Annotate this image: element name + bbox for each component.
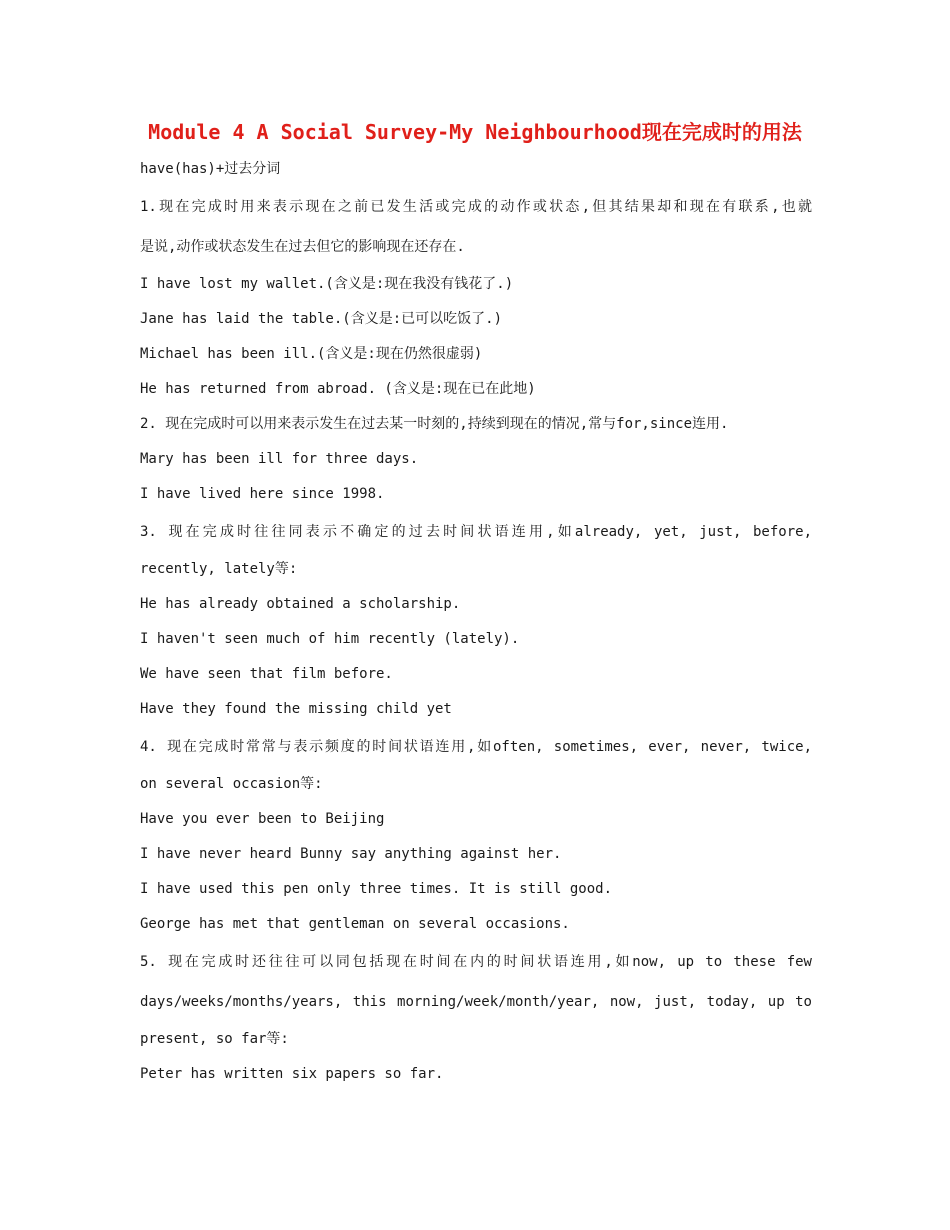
rule-heading-continued: present, so far等: — [140, 1031, 289, 1047]
paragraph-line: 1.现在完成时用来表示现在之前已发生活或完成的动作或状态,但其结果却和现在有联系,也就 — [140, 199, 812, 215]
example-sentence: He has returned from abroad. (含义是:现在已在此地) — [140, 381, 536, 397]
paragraph-line: 是说,动作或状态发生在过去但它的影响现在还存在. — [140, 239, 465, 255]
rule-heading: 2. 现在完成时可以用来表示发生在过去某一时刻的,持续到现在的情况,常与for,since连用. — [140, 416, 729, 432]
rule-heading-continued: on several occasion等: — [140, 776, 323, 792]
example-sentence: I have lived here since 1998. — [140, 486, 385, 502]
example-sentence: Have you ever been to Beijing — [140, 811, 385, 827]
example-sentence: Jane has laid the table.(含义是:已可以吃饭了.) — [140, 311, 503, 327]
example-sentence: Have they found the missing child yet — [140, 701, 452, 717]
example-sentence: He has already obtained a scholarship. — [140, 596, 461, 612]
rule-heading-continued: days/weeks/months/years, this morning/week/month/year, now, just, today, up to — [140, 994, 812, 1010]
rule-heading-continued: recently, lately等: — [140, 561, 298, 577]
example-sentence: I have never heard Bunny say anything against her. — [140, 846, 562, 862]
example-sentence: I have used this pen only three times. It is still good. — [140, 881, 613, 897]
example-sentence: George has met that gentleman on several occasions. — [140, 916, 570, 932]
example-sentence: Mary has been ill for three days. — [140, 451, 419, 467]
document-body — [140, 152, 812, 1092]
example-sentence: I haven't seen much of him recently (lately). — [140, 631, 520, 647]
example-sentence: We have seen that film before. — [140, 666, 393, 682]
example-sentence: Peter has written six papers so far. — [140, 1066, 444, 1082]
document-title: Module 4 A Social Survey-My Neighbourhood现在完成时的用法 — [148, 120, 802, 144]
rule-heading: 5. 现在完成时还往往可以同包括现在时间在内的时间状语连用,如now, up to these few — [140, 954, 812, 970]
example-sentence: I have lost my wallet.(含义是:现在我没有钱花了.) — [140, 276, 514, 292]
rule-heading: 3. 现在完成时往往同表示不确定的过去时间状语连用,如already, yet, just, before, — [140, 524, 812, 540]
rule-heading: 4. 现在完成时常常与表示频度的时间状语连用,如often, sometimes, ever, never, twice, — [140, 739, 812, 755]
formula-line: have(has)+过去分词 — [140, 161, 281, 177]
example-sentence: Michael has been ill.(含义是:现在仍然很虚弱) — [140, 346, 483, 362]
